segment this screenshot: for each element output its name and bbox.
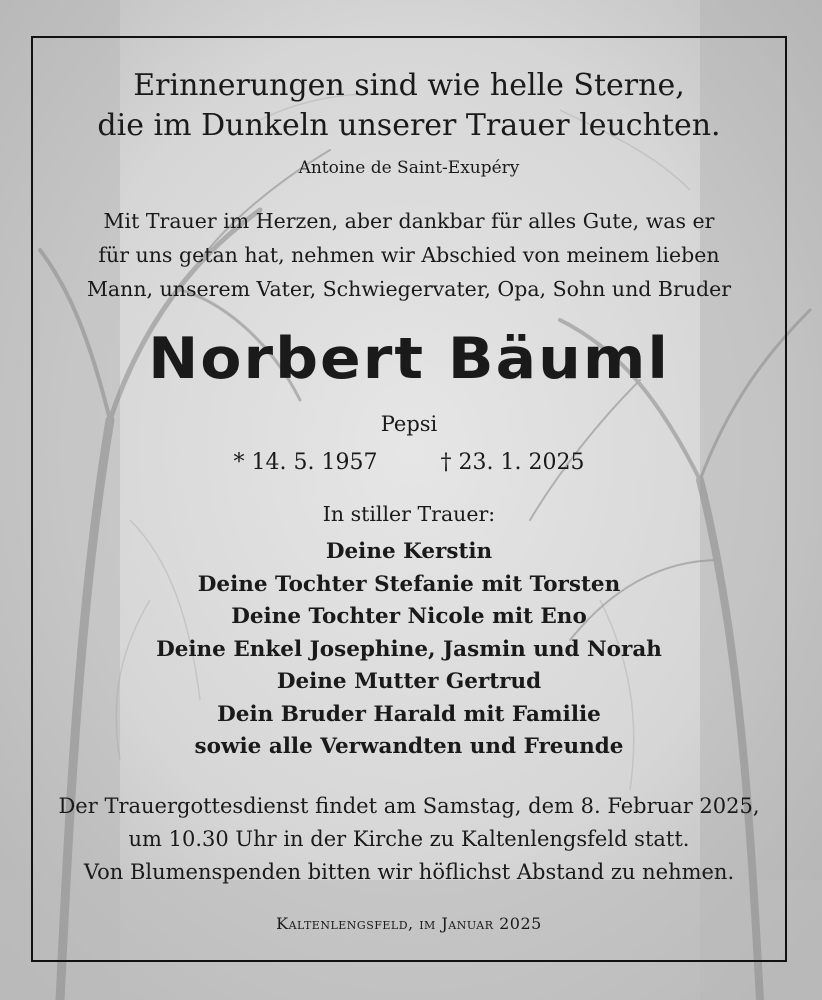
mourners-list [31, 536, 787, 764]
intro-line: Mit Trauer im Herzen, aber dankbar für alles Gute, was er [103, 209, 715, 233]
place-and-date: Kaltenlengsfeld, im Januar 2025 [276, 914, 542, 933]
service-line: Der Trauergottesdienst findet am Samstag, dem 8. Februar 2025, [58, 794, 760, 818]
mourner: Deine Tochter Stefanie mit Torsten [197, 571, 621, 597]
mourners-heading: In stiller Trauer: [322, 502, 496, 526]
obituary-notice [31, 36, 787, 962]
mourner: Deine Enkel Josephine, Jasmin und Norah [156, 636, 662, 662]
birth-date: * 14. 5. 1957 [233, 450, 378, 475]
quote-line: die im Dunkeln unserer Trauer leuchten. [97, 108, 721, 143]
death-date: † 23. 1. 2025 [440, 450, 585, 475]
service-info [31, 790, 787, 889]
mourner: Deine Kerstin [325, 539, 493, 564]
service-line: Von Blumenspenden bitten wir höflichst Abstand zu nehmen. [83, 860, 735, 884]
quote [31, 66, 787, 146]
intro-line: für uns getan hat, nehmen wir Abschied von meinem lieben [98, 243, 720, 267]
intro-line: Mann, unserem Vater, Schwiegervater, Opa, Sohn und Bruder [86, 277, 732, 301]
deceased-nickname: Pepsi [380, 412, 438, 436]
mourner: Deine Mutter Gertrud [276, 669, 542, 694]
quote-author: Antoine de Saint-Exupéry [298, 158, 520, 178]
quote-line: Erinnerungen sind wie helle Sterne, [133, 68, 685, 103]
service-line: um 10.30 Uhr in der Kirche zu Kaltenlengsfeld statt. [128, 827, 690, 851]
life-dates [31, 450, 787, 475]
deceased-name: Norbert Bäuml [148, 325, 670, 393]
mourner: Dein Bruder Harald mit Familie [217, 701, 601, 727]
intro-text [31, 204, 787, 306]
mourner: Deine Tochter Nicole mit Eno [231, 604, 587, 629]
mourner: sowie alle Verwandten und Freunde [194, 734, 624, 759]
